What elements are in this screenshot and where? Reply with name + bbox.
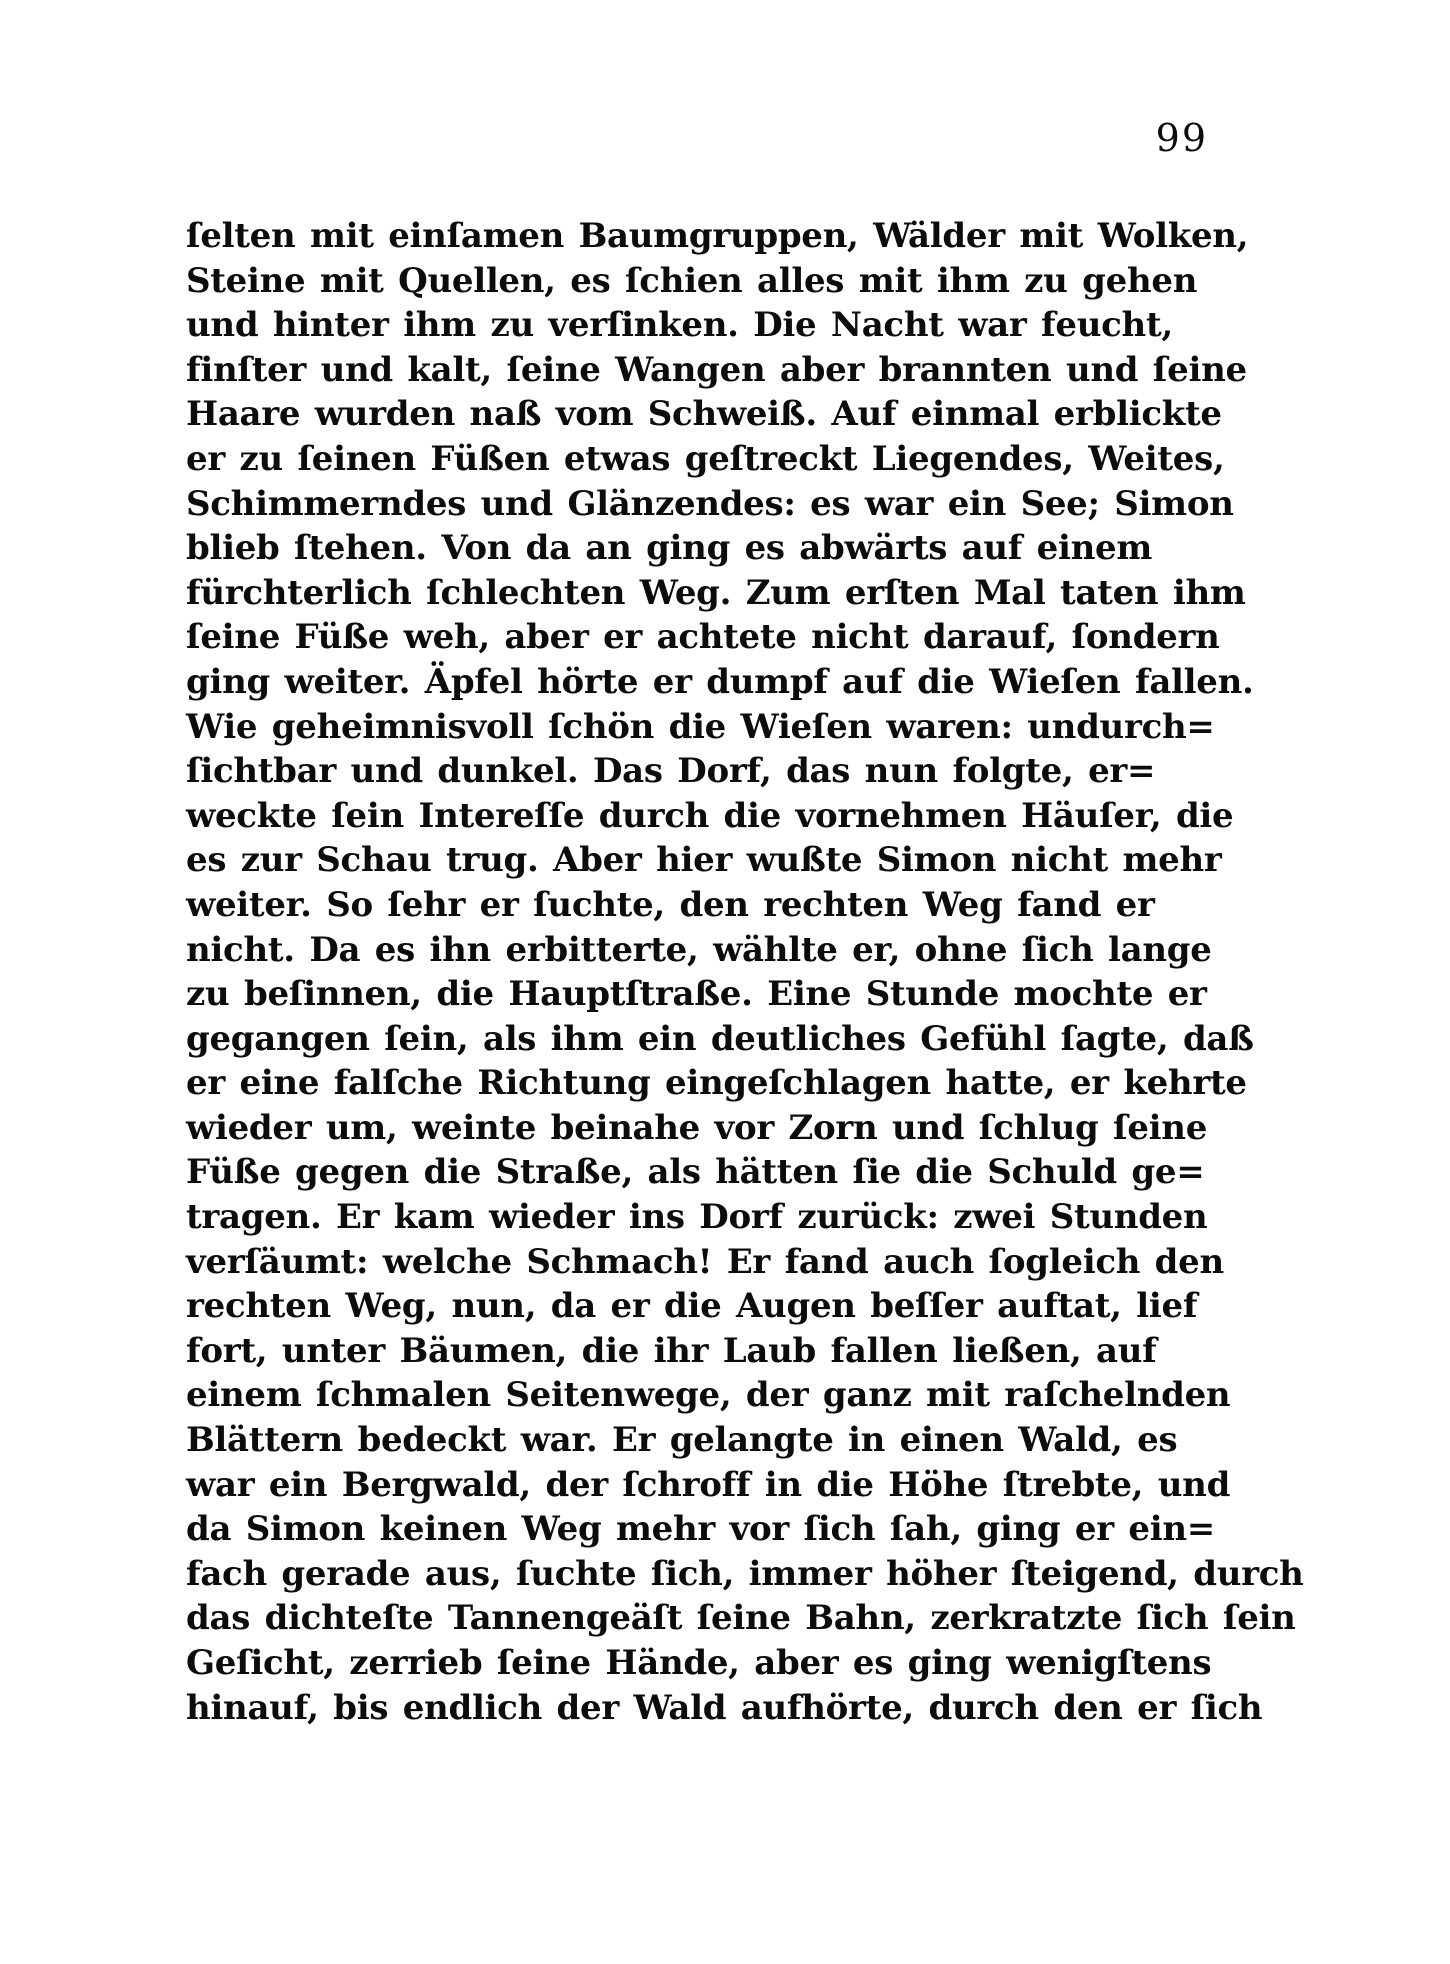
- page-header: [186, 116, 1208, 160]
- text-line: weckte ſein Intereſſe durch die vornehmen Häuſer, die: [186, 795, 1234, 836]
- text-line: Haare wurden naß vom Schweiß. Auf einmal erblickte: [186, 394, 1222, 435]
- text-line: zu beſinnen, die Hauptſtraße. Eine Stunde mochte er: [186, 974, 1207, 1015]
- text-line: Schimmerndes und Glänzendes: es war ein See; Simon: [186, 483, 1234, 524]
- text-line: Füße gegen die Straße, als hätten ſie die Schuld ge=: [186, 1152, 1205, 1193]
- text-line: ſelten mit einſamen Baumgruppen, Wälder mit Wolken,: [186, 216, 1249, 256]
- text-line: wieder um, weinte beinahe vor Zorn und ſchlug ſeine: [186, 1107, 1208, 1148]
- text-line: fach gerade aus, ſuchte ſich, immer höher ſteigend, durch: [186, 1553, 1304, 1594]
- text-line: er zu ſeinen Füßen etwas geſtreckt Liegendes, Weites,: [186, 438, 1225, 479]
- text-line: tragen. Er kam wieder ins Dorf zurück: zwei Stunden: [186, 1197, 1208, 1238]
- text-line: ſichtbar und dunkel. Das Dorf, das nun folgte, er=: [186, 751, 1156, 792]
- text-line: verſäumt: welche Schmach! Er fand auch ſogleich den: [186, 1241, 1224, 1282]
- text-line: ging weiter. Äpfel hörte er dumpf auf die Wieſen fallen.: [186, 661, 1254, 702]
- text-line: das dichteſte Tannengeäſt ſeine Bahn, zerkratzte ſich ſein: [186, 1598, 1296, 1639]
- text-line: rechten Weg, nun, da er die Augen beſſer auftat, lief: [186, 1286, 1198, 1327]
- text-line: fürchterlich ſchlechten Weg. Zum erſten Mal taten ihm: [186, 572, 1246, 613]
- text-line: Blättern bedeckt war. Er gelangte in einen Wald, es: [186, 1420, 1178, 1461]
- text-line: es zur Schau trug. Aber hier wußte Simon nicht mehr: [186, 840, 1222, 881]
- text-line: und hinter ihm zu verſinken. Die Nacht war feucht,: [186, 305, 1173, 346]
- text-line: fort, unter Bäumen, die ihr Laub fallen ließen, auf: [186, 1330, 1157, 1371]
- text-line: er eine falſche Richtung eingeſchlagen hatte, er kehrte: [186, 1063, 1247, 1104]
- text-line: weiter. So ſehr er ſuchte, den rechten Weg fand er: [186, 884, 1155, 925]
- text-line: einem ſchmalen Seitenwege, der ganz mit raſchelnden: [186, 1375, 1231, 1416]
- text-line: blieb ſtehen. Von da an ging es abwärts auf einem: [186, 528, 1152, 569]
- text-line: war ein Bergwald, der ſchroff in die Höhe ſtrebte, und: [186, 1464, 1231, 1505]
- text-line: nicht. Da es ihn erbitterte, wählte er, ohne ſich lange: [186, 929, 1212, 970]
- text-line: gegangen ſein, als ihm ein deutliches Gefühl ſagte, daß: [186, 1018, 1254, 1059]
- text-line: Geſicht, zerrieb ſeine Hände, aber es ging wenigſtens: [186, 1643, 1212, 1683]
- page-number: 99: [1155, 116, 1208, 160]
- text-line: Wie geheimnisvoll ſchön die Wieſen waren: undurch=: [186, 706, 1215, 747]
- text-line: da Simon keinen Weg mehr vor ſich ſah, ging er ein=: [186, 1509, 1215, 1550]
- text-line: hinauf, bis endlich der Wald aufhörte, durch den er ſich: [186, 1687, 1263, 1728]
- text-line: Steine mit Quellen, es ſchien alles mit ihm zu gehen: [186, 260, 1198, 301]
- text-line: ſeine Füße weh, aber er achtete nicht darauf, ſondern: [186, 617, 1220, 658]
- page-text-block: [186, 214, 1304, 1730]
- text-line: finſter und kalt, ſeine Wangen aber brannten und ſeine: [186, 349, 1247, 390]
